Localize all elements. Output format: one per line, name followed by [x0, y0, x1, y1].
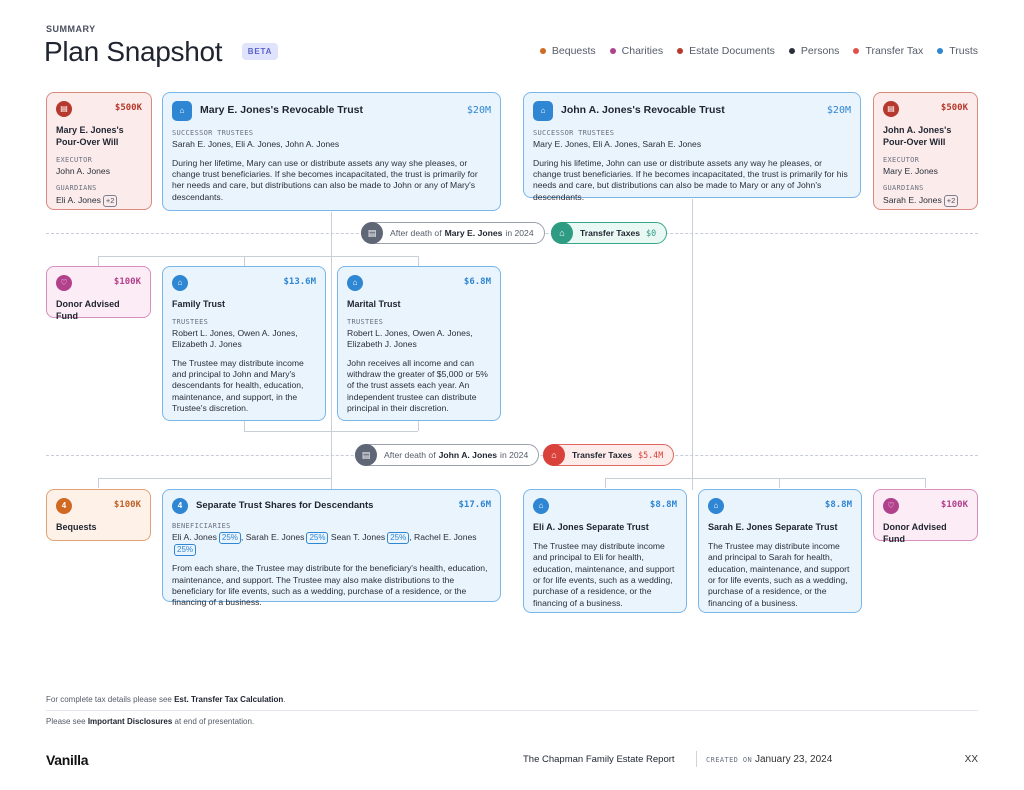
tax-calculation-link[interactable]: Est. Transfer Tax Calculation — [174, 695, 284, 704]
beta-badge: BETA — [242, 43, 278, 60]
bank-icon: ⌂ — [172, 275, 188, 291]
trust-description: John receives all income and can withdraw the greater of $5,000 or 5% of the trust assets each year. An independent trustee can distribute principal in their discretion. — [347, 357, 488, 414]
more-guardians-chip[interactable]: +2 — [944, 195, 959, 207]
house-icon: ⌂ — [551, 222, 573, 244]
connector-drop-donor — [98, 256, 99, 266]
trust-description: During his lifetime, John can use or distribute assets any way he pleases, or change trust beneficiaries. If he becomes incapacitated, the trust is primarily for his needs and care, but distributions can also be made to Mary or any of John's descendants. — [533, 157, 848, 202]
legend-item-persons: Persons — [789, 45, 840, 57]
death-event-pill-john[interactable]: ▤ After death of John A. Jones in 2024 — [355, 444, 539, 466]
trust-name: Marital Trust — [347, 299, 401, 309]
vanilla-logo: Vanilla — [46, 752, 89, 768]
marital-trust-card[interactable] — [337, 266, 501, 421]
pct-badge: 25% — [219, 532, 241, 544]
trustees-value: Robert L. Jones, Owen A. Jones, Elizabeth J. Jones — [347, 328, 473, 350]
will-amount: $500K — [940, 103, 968, 114]
beneficiaries-value: Eli A. Jones 25% , Sarah E. Jones 25% Sean T. Jones 25% , Rachel E. Jones25% — [172, 532, 477, 555]
report-title: The Chapman Family Estate Report — [523, 754, 675, 765]
connector-drop-eli — [605, 478, 606, 488]
eyebrow: SUMMARY — [46, 24, 96, 34]
pct-badge: 25% — [387, 532, 409, 544]
created-on-date: January 23, 2024 — [755, 754, 833, 765]
legend-item-transfer-tax: Transfer Tax — [853, 45, 923, 57]
connector-drop-sarah — [779, 478, 780, 488]
pct-badge: 25% — [306, 532, 328, 544]
document-icon: ▤ — [883, 101, 899, 117]
document-icon: ▤ — [56, 101, 72, 117]
connector-branch-2 — [98, 478, 331, 479]
trust-amount: $8.8M — [824, 500, 852, 511]
trustees-label: TRUSTEES — [347, 317, 384, 326]
bank-icon: ⌂ — [533, 498, 549, 514]
more-guardians-chip[interactable]: +2 — [103, 195, 118, 207]
successor-trustees-value: Mary E. Jones, Eli A. Jones, Sarah E. Jones — [533, 139, 702, 150]
trust-name: Separate Trust Shares for Descendants — [196, 499, 374, 511]
legend — [540, 45, 978, 57]
legend-item-charities: Charities — [610, 45, 663, 57]
connector-drop-bequests — [98, 478, 99, 488]
bank-icon: ⌂ — [172, 101, 192, 121]
bequest-count-badge: 4 — [56, 498, 72, 514]
transfer-tax-pill-2[interactable]: ⌂ Transfer Taxes $5.4M — [543, 444, 674, 466]
bank-icon: ⌂ — [533, 101, 553, 121]
trustees-label: TRUSTEES — [172, 317, 209, 326]
bequests-name: Bequests — [56, 522, 97, 532]
guardians-label: GUARDIANS — [56, 184, 97, 193]
donor-advised-fund-card-2[interactable] — [873, 489, 978, 544]
charity-heart-icon: ♡ — [56, 275, 72, 291]
executor-label: EXECUTOR — [56, 155, 93, 164]
share-count-badge: 4 — [172, 498, 188, 514]
legend-item-bequests: Bequests — [540, 45, 596, 57]
trust-description: From each share, the Trustee may distribute for the beneficiary's health, education, maintenance, and support. The Trustee may also make distributions to the beneficiary for life events, such as a wedding, purchase of a residence, or the financing of a business. — [172, 563, 488, 608]
bequests-card[interactable] — [46, 489, 151, 541]
trust-name: Mary E. Jones's Revocable Trust — [200, 104, 363, 117]
will-name-line-1: Mary E. Jones's — [56, 125, 124, 135]
successor-trustees-label: SUCCESSOR TRUSTEES — [172, 129, 254, 137]
connector-merge — [244, 431, 418, 432]
executor-label: EXECUTOR — [883, 155, 920, 164]
bank-icon: ⌂ — [347, 275, 363, 291]
sarah-separate-trust-card[interactable] — [698, 489, 862, 613]
connector-john-trust — [692, 199, 693, 490]
fund-amount: $100K — [113, 277, 141, 288]
will-name-line-1: John A. Jones's — [883, 125, 952, 135]
legend-item-trusts: Trusts — [937, 45, 978, 57]
trust-description: The Trustee may distribute income and principal to John and Mary's descendants for health, education, maintenance, and support, in the Trustee's discretion. — [172, 357, 304, 414]
will-name-line-2: Pour-Over Will — [883, 136, 946, 147]
page-title: Plan Snapshot — [44, 36, 223, 67]
fund-amount: $100K — [940, 500, 968, 511]
mary-pour-over-will-card[interactable] — [46, 92, 152, 210]
bequests-amount: $100K — [113, 500, 141, 511]
fund-name: Donor Advised Fund — [56, 299, 120, 321]
connector-branch-1 — [98, 256, 418, 257]
pct-badge: 25% — [174, 544, 196, 556]
disclosures-link[interactable]: Important Disclosures — [87, 717, 173, 726]
connector-drop-family — [244, 256, 245, 266]
connector-drop-marital — [418, 256, 419, 266]
trust-amount: $20M — [466, 105, 491, 117]
footer-divider — [46, 710, 978, 711]
disclosures-note: Please see Important Disclosures at end of presentation. — [46, 717, 255, 726]
trust-amount: $6.8M — [463, 277, 491, 288]
executor-value: John A. Jones — [56, 165, 110, 176]
house-icon: ⌂ — [543, 444, 565, 466]
trust-name: Eli A. Jones Separate Trust — [533, 522, 649, 532]
tax-details-note: For complete tax details please see Est. Transfer Tax Calculation. — [46, 695, 286, 704]
calendar-icon: ▤ — [361, 222, 383, 244]
trust-description: The Trustee may distribute income and principal to Sarah for health, education, maintenance, and support or for life events, such as a wedding, purchase of a residence, or the financing of a business. — [708, 540, 850, 608]
connector-branch-3 — [605, 478, 925, 479]
john-revocable-trust-card[interactable] — [523, 92, 861, 202]
created-on-label: CREATED ON — [706, 756, 753, 764]
eli-separate-trust-card[interactable] — [523, 489, 687, 613]
trust-amount: $8.8M — [649, 500, 677, 511]
connector-rise-marital — [418, 421, 419, 431]
mary-revocable-trust-card[interactable] — [162, 92, 501, 211]
executor-value: Mary E. Jones — [883, 165, 938, 176]
connector-mary-trust — [331, 212, 332, 490]
guardians-value: Sarah E. Jones +2 — [883, 195, 968, 207]
trust-description: The Trustee may distribute income and principal to Eli for health, education, maintenance, and support or for life events, such as a wedding, purchase of a residence, or the financing of a business. — [533, 540, 675, 608]
charity-heart-icon: ♡ — [883, 498, 899, 514]
trust-name: Sarah E. Jones Separate Trust — [708, 522, 838, 532]
guardians-value: Eli A. Jones +2 — [56, 195, 142, 207]
successor-trustees-label: SUCCESSOR TRUSTEES — [533, 129, 615, 137]
family-trust-card[interactable] — [162, 266, 326, 421]
transfer-tax-pill-1[interactable]: ⌂ Transfer Taxes $0 — [551, 222, 667, 244]
trust-description: During her lifetime, Mary can use or distribute assets any way she pleases, or change trust beneficiaries. If she becomes incapacitated, the trust is primarily for her needs and care, but distributions can also be made to John or any of Mary's descendants. — [172, 157, 478, 202]
will-name-line-2: Pour-Over Will — [56, 136, 119, 147]
trustees-value: Robert L. Jones, Owen A. Jones, Elizabeth J. Jones — [172, 328, 298, 350]
calendar-icon: ▤ — [355, 444, 377, 466]
trust-amount: $17.6M — [458, 500, 491, 511]
trust-name: Family Trust — [172, 299, 226, 309]
legend-item-estate-documents: Estate Documents — [677, 45, 775, 57]
guardians-label: GUARDIANS — [883, 184, 924, 193]
donor-advised-fund-card-1[interactable] — [46, 266, 151, 321]
trust-name: John A. Jones's Revocable Trust — [561, 104, 725, 117]
death-event-pill-mary[interactable]: ▤ After death of Mary E. Jones in 2024 — [361, 222, 545, 244]
bank-icon: ⌂ — [708, 498, 724, 514]
beneficiaries-label: BENEFICIARIES — [172, 522, 231, 530]
john-pour-over-will-card[interactable] — [873, 92, 978, 210]
will-amount: $500K — [114, 103, 142, 114]
fund-name: Donor Advised Fund — [883, 522, 947, 544]
connector-drop-donor-2 — [925, 478, 926, 488]
successor-trustees-value: Sarah E. Jones, Eli A. Jones, John A. Jones — [172, 139, 340, 150]
separate-trust-shares-card[interactable] — [162, 489, 501, 608]
footer-separator — [696, 751, 697, 767]
page-number: XX — [964, 754, 978, 765]
connector-rise-family — [244, 421, 245, 431]
trust-amount: $13.6M — [283, 277, 316, 288]
trust-amount: $20M — [826, 105, 851, 117]
